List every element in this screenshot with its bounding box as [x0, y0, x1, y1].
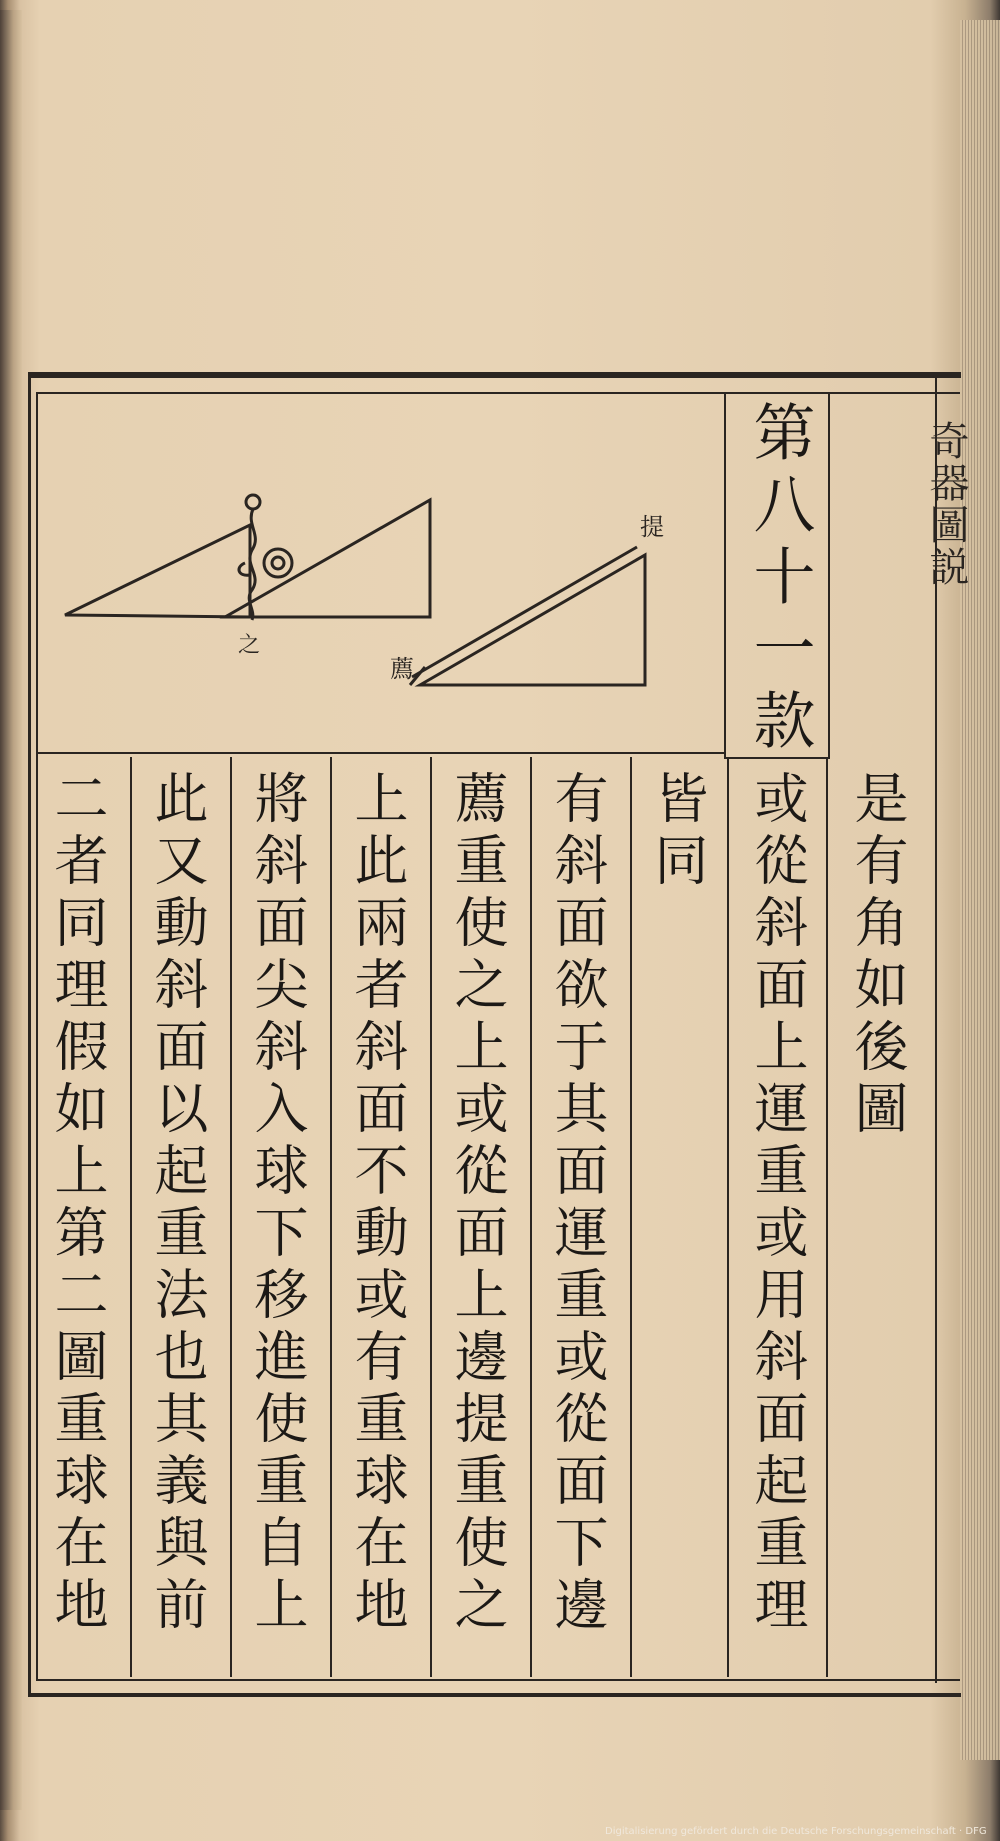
text-column-7: 將斜面尖斜入球下移進使重自上: [246, 770, 309, 1638]
column-rule: [430, 757, 432, 1677]
column-rule: [330, 757, 332, 1677]
section-heading: 第八十一款: [743, 400, 816, 760]
text-column-3: 皆同: [646, 770, 709, 894]
text-column-4: 有斜面欲于其面運重或從面下邊: [546, 770, 609, 1638]
left-page-edge: [0, 10, 22, 1810]
text-column-8: 此又動斜面以起重法也其義與前: [146, 770, 209, 1638]
column-rule: [826, 757, 828, 1677]
label-left-foot: 之: [238, 633, 261, 658]
label-right-top: 提: [640, 513, 664, 541]
running-head: 奇器圖説: [923, 420, 969, 588]
text-column-9: 二者同理假如上第二圖重球在地: [46, 770, 109, 1638]
inclined-plane-diagram: [40, 395, 720, 750]
digitization-credit: Digitalisierung gefördert durch die Deutsche Forschungsgemeinschaft · DFG: [605, 1826, 987, 1837]
column-rule: [130, 757, 132, 1677]
left-inclined-plane: [65, 500, 430, 617]
diagram-separator: [36, 752, 726, 754]
label-right-bottom: 薦: [390, 655, 414, 683]
column-rule: [230, 757, 232, 1677]
column-rule: [530, 757, 532, 1677]
text-column-2: 或從斜面上運重或用斜面起重理: [746, 770, 809, 1638]
right-inclined-plane: [410, 547, 645, 685]
column-rule: [727, 757, 729, 1677]
text-column-6: 上此兩者斜面不動或有重球在地: [346, 770, 409, 1638]
pulley-column-icon: [239, 495, 292, 620]
column-rule: [630, 757, 632, 1677]
text-column-5: 薦重使之上或從面上邊提重使之: [446, 770, 509, 1638]
book-page-stack: [960, 20, 1000, 1760]
text-column-1: 是有角如後圖: [846, 770, 909, 1142]
